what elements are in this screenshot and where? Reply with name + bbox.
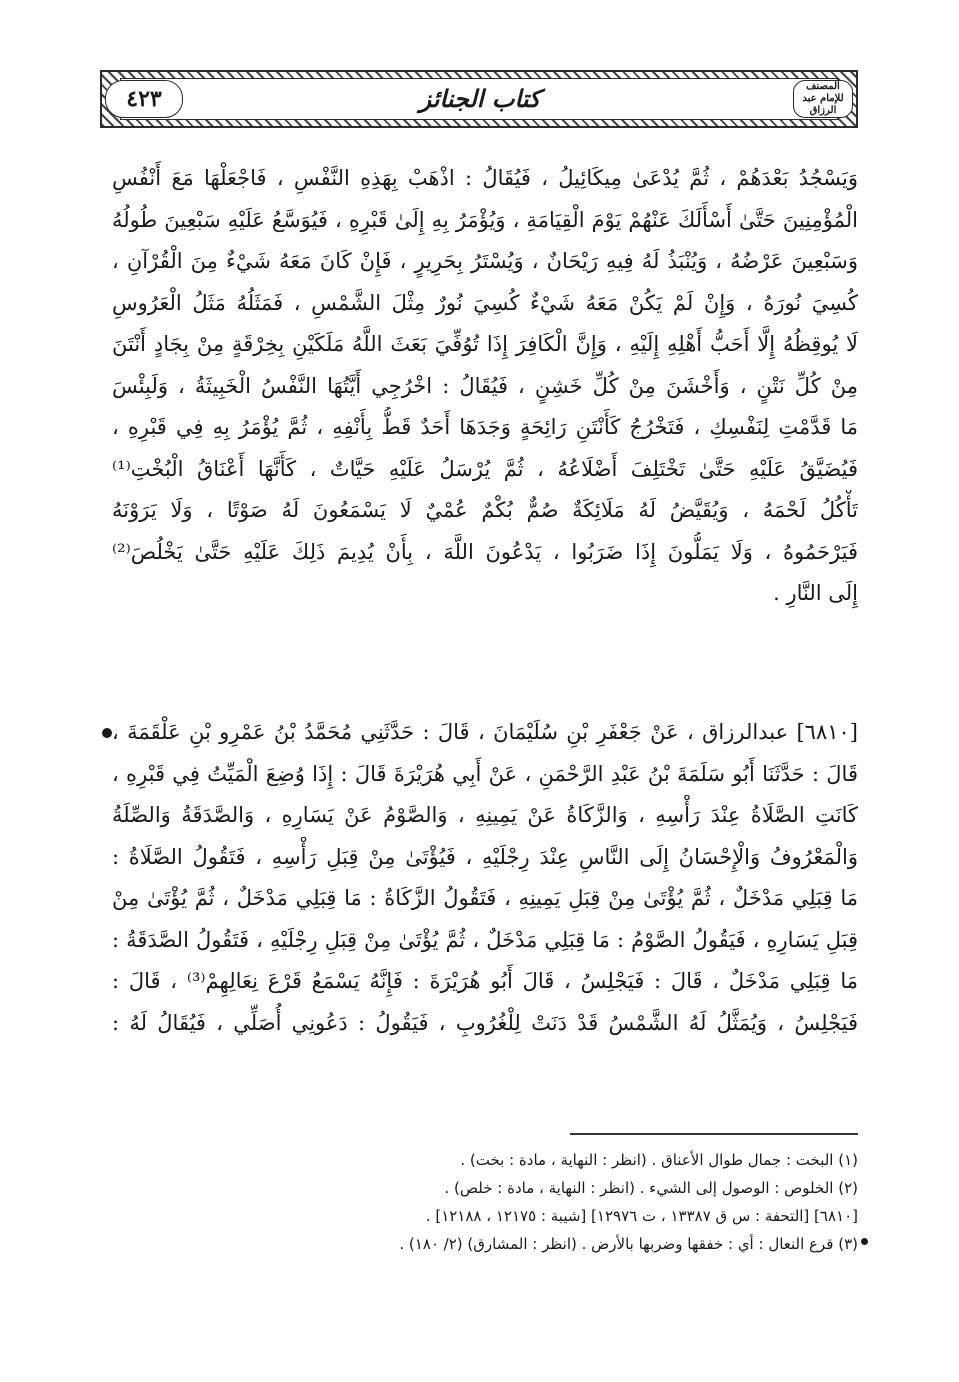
text-line: فَيُضَيَّقُ عَلَيْهِ حَتَّىٰ تَخْتَلِفَ أَضْلَاعُهُ ، ثُمَّ يُرْسَلُ عَلَيْهِ حَيَّاتٌ ، كَأَنَّهَا أَعْنَاقُ الْبُخْتِ⁽¹⁾ (112, 456, 858, 481)
hadith-line: وَالْمَعْرُوفُ وَالْإِحْسَانُ إِلَى النَّاسِ عِنْدَ رِجْلَيْهِ ، فَيُؤْتَىٰ مِنْ قِبَلِ رَأْسِهِ ، فَتَقُولُ الصَّلَاةُ : (112, 844, 858, 869)
hadith-line: قَالَ : حَدَّثَنَا أَبُو سَلَمَةَ بْنُ عَبْدِ الرَّحْمَنِ ، عَنْ أَبِي هُرَيْرَةَ قَالَ : إِذَا وُضِعَ الْمَيِّتُ فِي قَبْرِهِ ، (112, 761, 858, 786)
text-line: لَا يُوقِظُهُ إِلَّا أَحَبُّ أَهْلِهِ إِلَيْهِ ، وَإِنَّ الْكَافِرَ إِذَا تُوُفِّيَ بَعَثَ اللَّهُ مَلَكَيْنِ بِخِرْقَةٍ مِنْ بِجَادٍ أَنْتَنَ (112, 332, 858, 356)
text-line: مَا قَدَّمْتِ لِنَفْسِكِ ، فَتَخْرُجُ كَأَنْتَنِ رَائِحَةٍ وَجَدَهَا أَحَدٌ قَطُّ بِأَنْفِهِ ، ثُمَّ يُؤْمَرُ بِهِ فِي قَبْرِهِ ، (112, 415, 858, 439)
hadith-bullet-icon (102, 728, 112, 738)
book-title: كتاب الجنائز (419, 84, 541, 113)
page-number: ٤٢٣ (126, 86, 162, 112)
text-line: كُسِيَ نُورَهُ ، وَإِنْ لَمْ يَكُنْ مَعَهُ شَيْءٌ كُسِيَ نُورٌ مِثْلَ الشَّمْسِ ، فَمَثَلُهُ مَثَلُ الْعَرُوسِ (112, 290, 858, 315)
page-number-badge (105, 80, 183, 118)
hadith-line: مَا قِبَلِي مَدْخَلٌ ، ثُمَّ يُؤْتَىٰ مِنْ قِبَلِ يَمِينِهِ ، فَتَقُولُ الزَّكَاةُ : مَا قِبَلِي مَدْخَلٌ ، ثُمَّ يُؤْتَىٰ مِنْ (112, 886, 858, 910)
logo-line-1: المصنف (806, 81, 840, 92)
footnotes-block (112, 1146, 858, 1258)
footnote: (٣) قرع النعال : أي : خفقها وضربها بالأرض . (انظر : المشارق) (٢/ ١٨٠) . (399, 1235, 858, 1253)
text-line: إِلَى النَّارِ . (773, 581, 858, 605)
text-line: وَيَسْجُدُ بَعْدَهُمْ ، ثُمَّ يُدْعَىٰ مِيكَائِيلُ ، فَيُقَالُ : اذْهَبْ بِهَذِهِ النَّفْسِ ، فَاجْعَلْهَا مَعَ أَنْفُسِ (112, 166, 858, 190)
text-line: تَأْكُلُ لَحْمَهُ ، وَيُقَيَّضُ لَهُ مَلَائِكَةٌ صُمٌّ بُكْمٌ عُمْيٌ لَا يَسْمَعُونَ لَهُ صَوْتًا ، وَلَا يَرَوْنَهُ (112, 498, 858, 522)
footnote: (١) البخت : جمال طوال الأعناق . (انظر : النهاية ، مادة : بخت) . (460, 1151, 858, 1169)
text-line: مِنْ كُلِّ نَتْنٍ ، وَأَخْشَنَ مِنْ كُلِّ خَشِنٍ ، فَيُقَالُ : اخْرُجِي أَيَّتُهَا النَّفْسُ الْخَبِيثَةُ ، وَلَبِئْسَ (112, 373, 858, 398)
text-line: الْمُؤْمِنِينَ حَتَّىٰ أَسْأَلَكَ عَنْهُمْ يَوْمَ الْقِيَامَةِ ، وَيُؤْمَرُ بِهِ إِلَىٰ قَبْرِهِ ، فَيُوَسَّعُ عَلَيْهِ سَبْعِينَ طُولُهُ (112, 207, 858, 232)
publisher-logo (793, 80, 853, 118)
text-line: فَيَرْحَمُوهُ ، وَلَا يَمَلُّونَ إِذَا ضَرَبُوا ، يَدْعُونَ اللَّهَ ، بِأَنْ يُدِيمَ ذَلِكَ عَلَيْهِ حَتَّىٰ يَخْلُصَ⁽²⁾ (112, 539, 858, 564)
hadith-line: قِبَلِ يَسَارِهِ ، فَيَقُولُ الصَّوْمُ : مَا قِبَلِي مَدْخَلٌ ، ثُمَّ يُؤْتَىٰ مِنْ قِبَلِ رِجْلَيْهِ ، فَتَقُولُ الصَّدَقَةُ : (112, 927, 858, 952)
footnote: (٢) الخلوص : الوصول إلى الشيء . (انظر : النهاية ، مادة : خلص) . (444, 1179, 858, 1197)
text-line: وَسَبْعِينَ عَرْضُهُ ، وَيُنْبَذُ لَهُ فِيهِ رَيْحَانٌ ، وَيُسْتَرُ بِحَرِيرٍ ، فَإِنْ كَانَ مَعَهُ شَيْءٌ مِنَ الْقُرْآنِ ، (112, 249, 858, 273)
footnote-separator (570, 1133, 858, 1135)
hadith-line: فَيَجْلِسُ ، وَيُمَثَّلُ لَهُ الشَّمْسُ قَدْ دَنَتْ لِلْغُرُوبِ ، فَيَقُولُ : دَعُونِي أُصَلِّي ، فَيُقَالُ لَهُ : (112, 1010, 858, 1035)
main-text-block (112, 158, 858, 615)
hadith-line: مَا قِبَلِي مَدْخَلٌ ، قَالَ : فَيَجْلِسُ ، قَالَ أَبُو هُرَيْرَةَ : فَإِنَّهُ يَسْمَعُ قَرْعَ نِعَالِهِمْ⁽³⁾ ، قَالَ : (112, 969, 858, 993)
hadith-text-block (112, 712, 858, 1044)
hadith-line: [٦٨١٠] عبدالرزاق ، عَنْ جَعْفَرِ بْنِ سُلَيْمَانَ ، قَالَ : حَدَّثَنِي مُحَمَّدُ بْنُ عَمْرِو بْنِ عَلْقَمَةَ ، (112, 720, 858, 744)
footnote: [٦٨١٠] [التحفة : س ق ١٣٣٨٧ ، ت ١٢٩٧٦] [شيبة : ١٢١٧٥ ، ١٢١٨٨] . (425, 1207, 858, 1225)
logo-line-2: للإمام عبد الرزاق (802, 93, 844, 116)
footnote-bullet-icon (861, 1238, 868, 1245)
hadith-line: كَانَتِ الصَّلَاةُ عِنْدَ رَأْسِهِ ، وَالزَّكَاةُ عَنْ يَمِينِهِ ، وَالصَّوْمُ عَنْ يَسَارِهِ ، وَالصَّدَقَةُ وَالصِّلَةُ (112, 803, 858, 827)
